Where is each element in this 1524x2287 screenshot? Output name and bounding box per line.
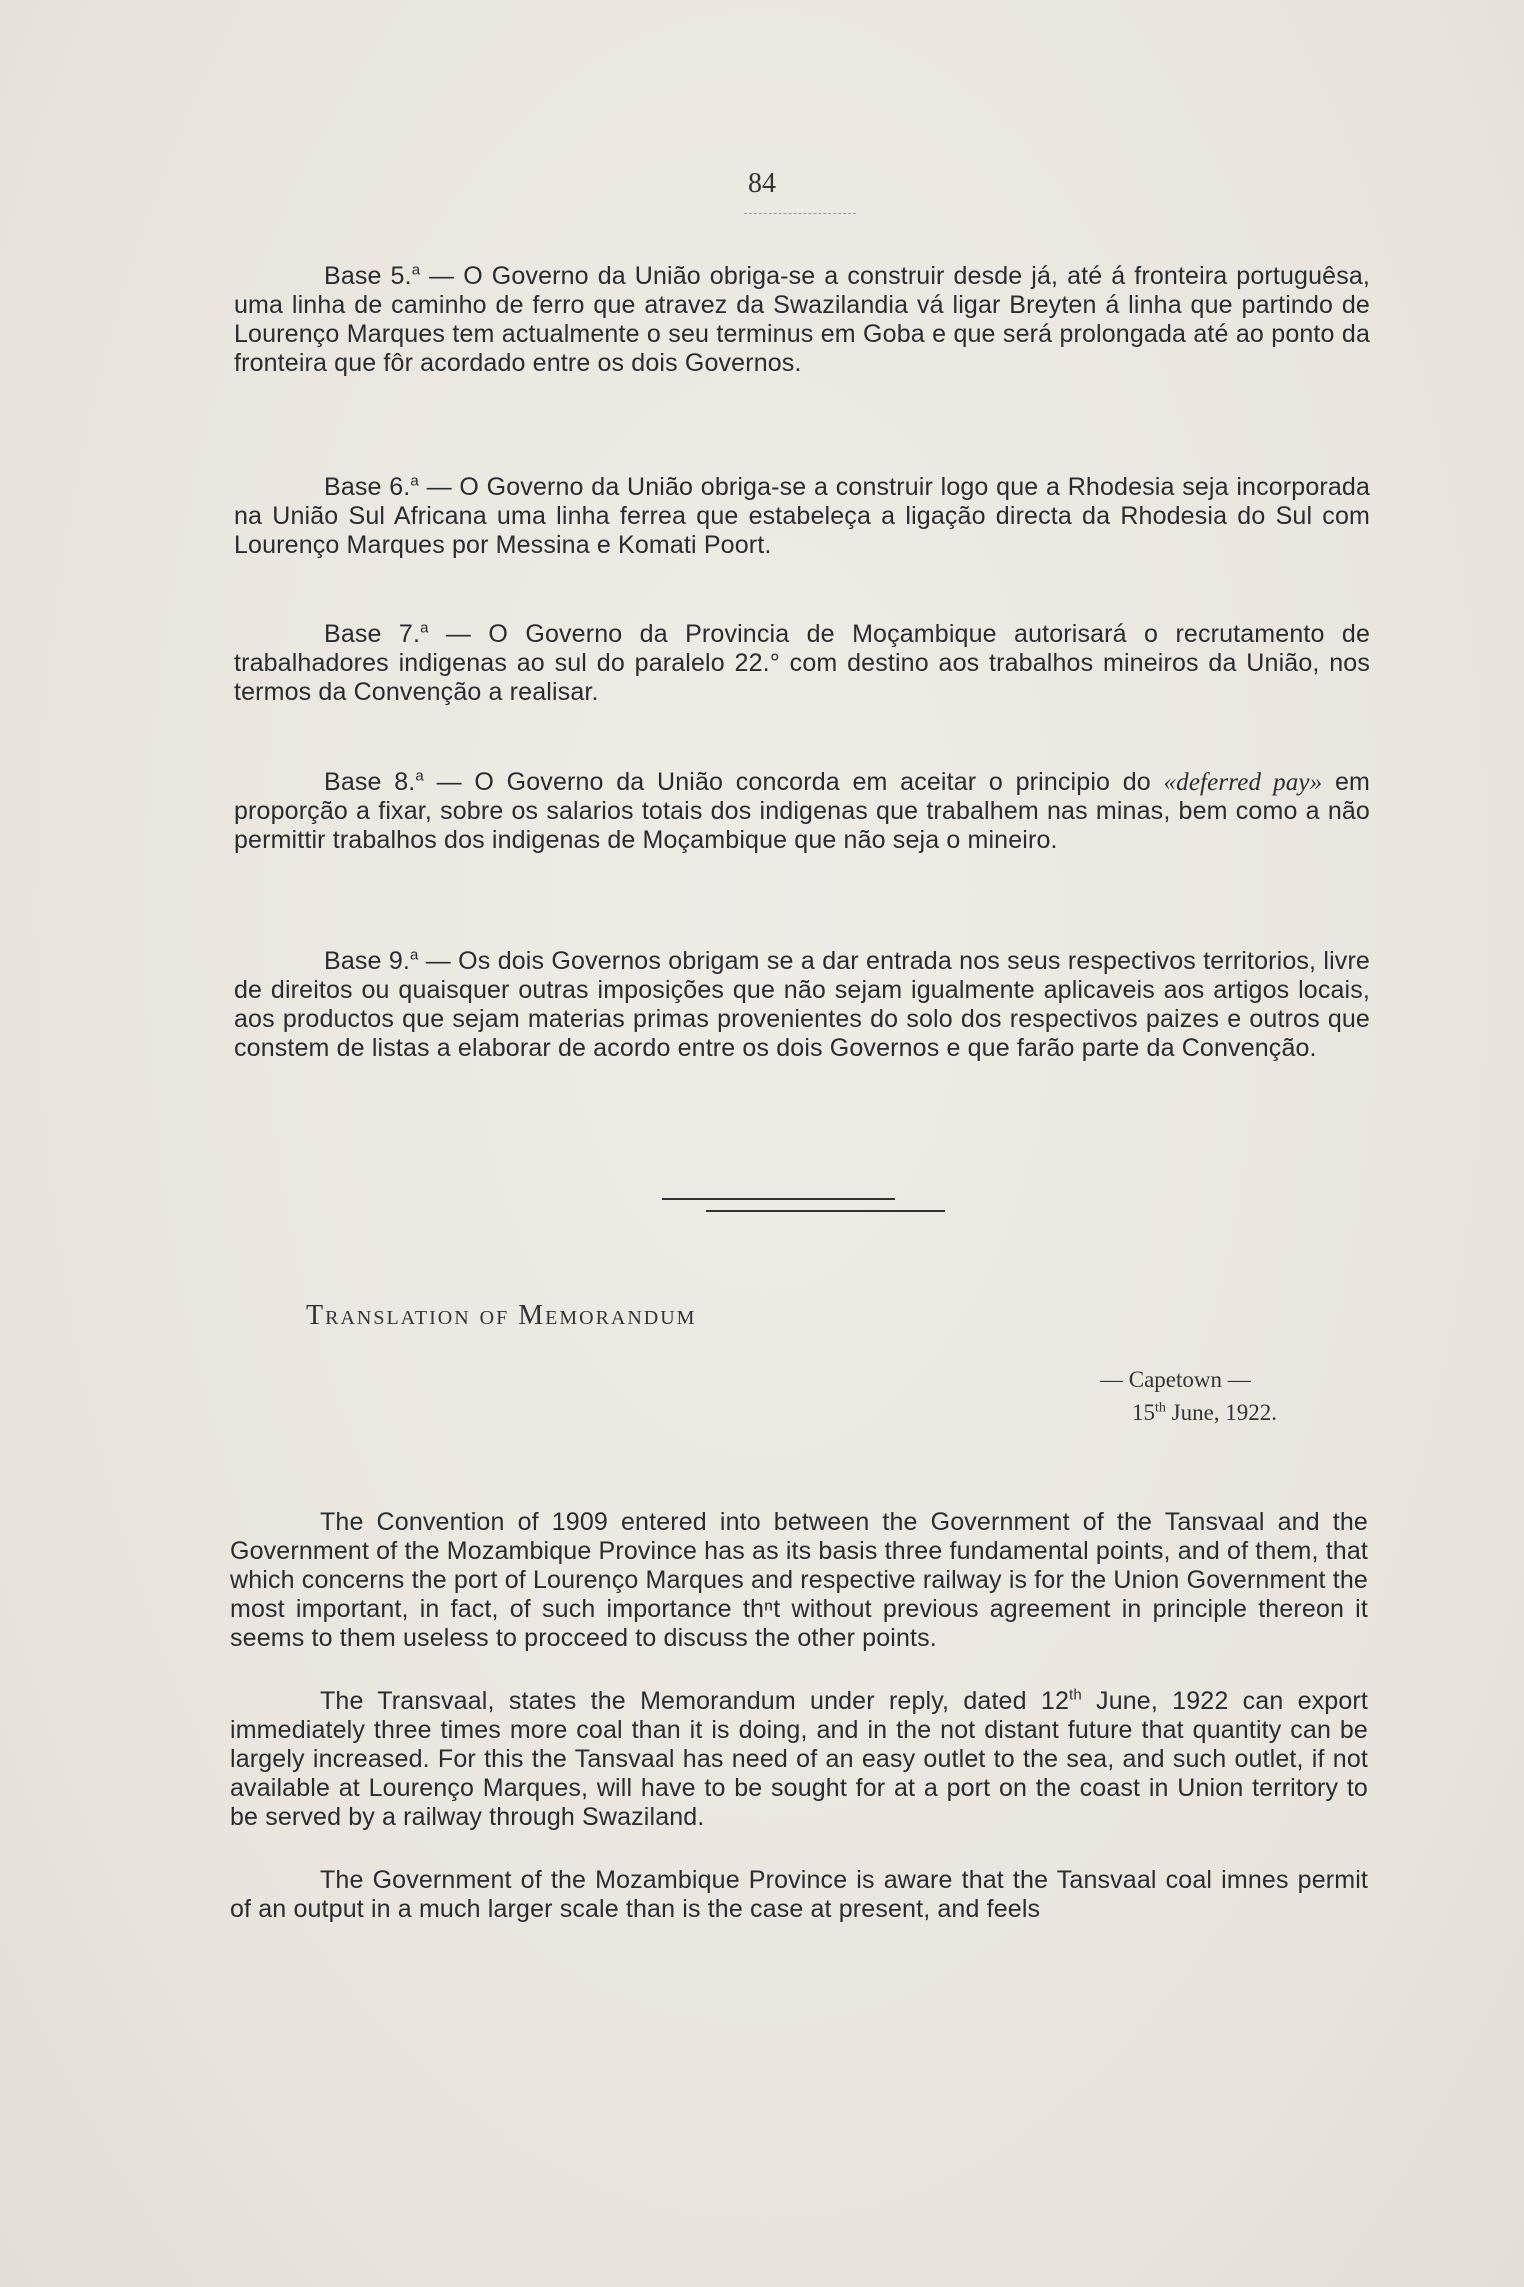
base-9-paragraph: Base 9.$^a$ — Os dois Governos obrigam se a dar entrada nos seus respectivos territorios, livre de direitos ou quaisquer outras imposições que não sejam igualmente aplicaveis aos artigos locais, aos productos que sejam materias primas provenientes do solo dos respectivos paizes e outros que constem de listas a elaborar de acordo entre os dois Governos e que farão parte da Convenção. bbox=[234, 946, 1370, 1062]
section-divider-top bbox=[662, 1198, 895, 1200]
memorandum-date: 15th June, 1922. bbox=[1132, 1400, 1278, 1425]
base-6-paragraph: Base 6.$^a$ — O Governo da União obriga-se a construir logo que a Rhodesia seja incorporada na União Sul Africana uma linha ferrea que estabeleça a ligação directa da Rhodesia do Sul com Lourenço Marques por Messina e Komati Poort. bbox=[234, 472, 1371, 559]
deferred-pay-italic: «deferred pay» bbox=[1163, 769, 1323, 796]
section-divider-bottom bbox=[706, 1210, 945, 1212]
english-paragraph-2: The Transvaal, states the Memorandum under reply, dated 12th June, 1922 can export immediately three times more coal than it is doing, and in the not distant future that quantity can be largely increased. For this the Tansvaal has need of an easy outlet to the sea, and such outlet, if not available at Lourenço Marques, will have to be sought for at a port on the coast in Union territory to be served by a railway through Swaziland. bbox=[230, 1686, 1368, 1831]
page-number: 84 bbox=[748, 168, 776, 199]
memorandum-title: Translation of Memorandum bbox=[306, 1300, 697, 1331]
memorandum-place: — Capetown — bbox=[1100, 1367, 1251, 1392]
base-5-paragraph: Base 5.$^a$ — O Governo da União obriga-se a construir desde já, até á fronteira portuguêsa, uma linha de caminho de ferro que atravez da Swazilandia vá ligar Breyten á linha que partindo de Lourenço Marques tem actualmente o seu terminus em Goba e que será prolongada até ao ponto da fronteira que fôr acordado entre os dois Governos. bbox=[234, 261, 1370, 377]
page-number-rule bbox=[744, 213, 856, 215]
english-paragraph-3: The Government of the Mozambique Province is aware that the Tansvaal coal imnes permit of an output in a much larger scale than is the case at present, and feels bbox=[230, 1866, 1368, 1923]
base-8-paragraph: Base 8.$^a$ — O Governo da União concorda em aceitar o principio do «deferred pay» em proporção a fixar, sobre os salarios totais dos indigenas que trabalhem nas minas, bem como a não permittir trabalhos dos indigenas de Moçambique que não seja o mineiro. bbox=[234, 767, 1370, 854]
base-7-paragraph: Base 7.$^a$ — O Governo da Provincia de Moçambique autorisará o recrutamento de trabalhadores indigenas ao sul do paralelo 22.° com destino aos trabalhos mineiros da União, nos termos da Convenção a realisar. bbox=[234, 619, 1370, 706]
english-paragraph-1: The Convention of 1909 entered into between the Government of the Tansvaal and the Government of the Mozambique Province has as its basis three fundamental points, and of them, that which concerns the port of Lourenço Marques and respective railway is for the Union Government the most important, in fact, of such importance thⁿt without previous agreement in principle thereon it seems to them useless to procceed to discuss the other points. bbox=[230, 1508, 1368, 1652]
